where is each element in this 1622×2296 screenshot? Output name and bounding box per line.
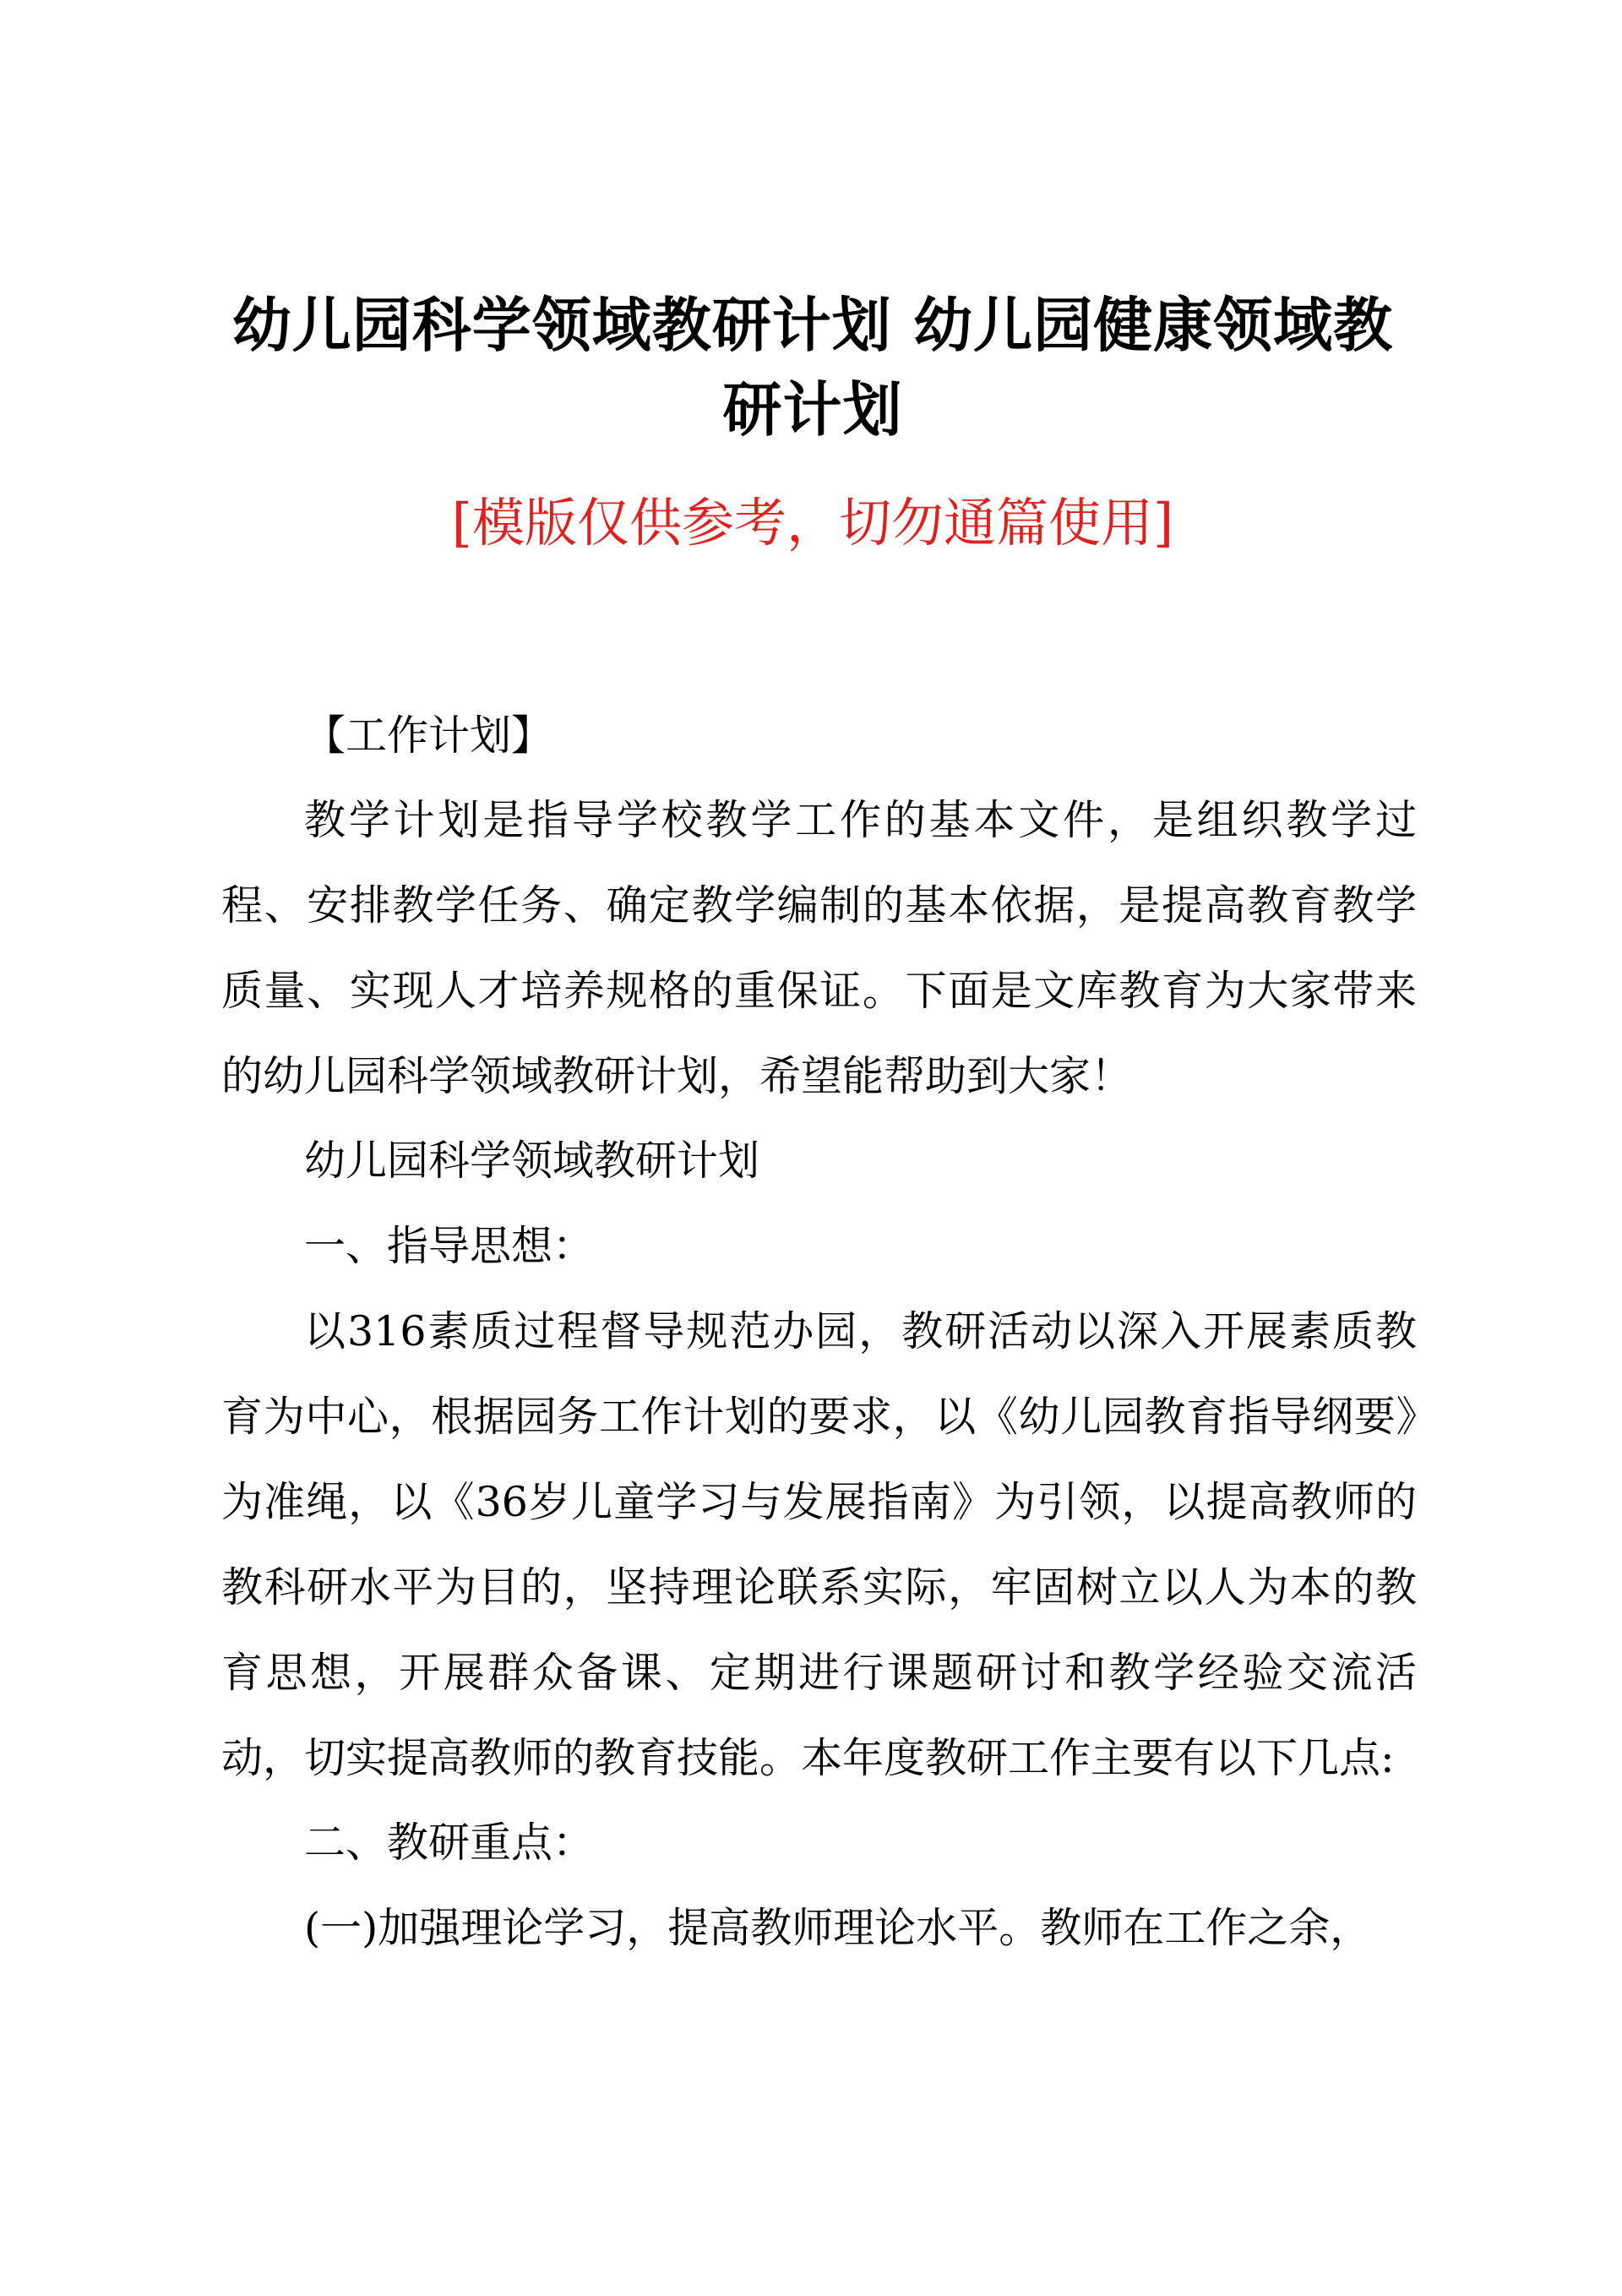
research-focus-item-1: (一)加强理论学习，提高教师理论水平。教师在工作之余， [304,1904,1372,1952]
template-disclaimer: [模版仅供参考，切勿通篇使用] [451,492,1174,554]
plan-title: 幼儿园科学领域教研计划 [304,1137,760,1185]
document-title: 幼儿园科学领域教研计划 幼儿园健康领域教研计划 [231,290,1394,444]
section-label: 【工作计划】 [304,712,553,760]
guiding-ideology-paragraph: 以316素质过程督导规范办园，教研活动以深入开展素质教育为中心，根据园务工作计划的要求，以《幼儿园教育指导纲要》为准绳，以《36岁儿童学习与发展指南》为引领，以提高教师的教科研水平为目的，坚持理论联系实际，牢固树立以人为本的教育思想，开展群众备课、定期进行课题研讨和教学经验交流活动，切实提高教师的教育技能。本年度教研工作主要有以下几点: [221,1307,1417,1782]
heading-research-focus: 二、教研重点： [304,1819,595,1867]
intro-paragraph: 教学计划是指导学校教学工作的基本文件，是组织教学过程、安排教学任务、确定教学编制的基本依据，是提高教育教学质量、实现人才培养规格的重保证。下面是文库教育为大家带来的幼儿园科学领域教研计划，希望能帮助到大家！ [221,796,1417,1100]
heading-guiding-ideology: 一、指导思想： [304,1222,595,1270]
